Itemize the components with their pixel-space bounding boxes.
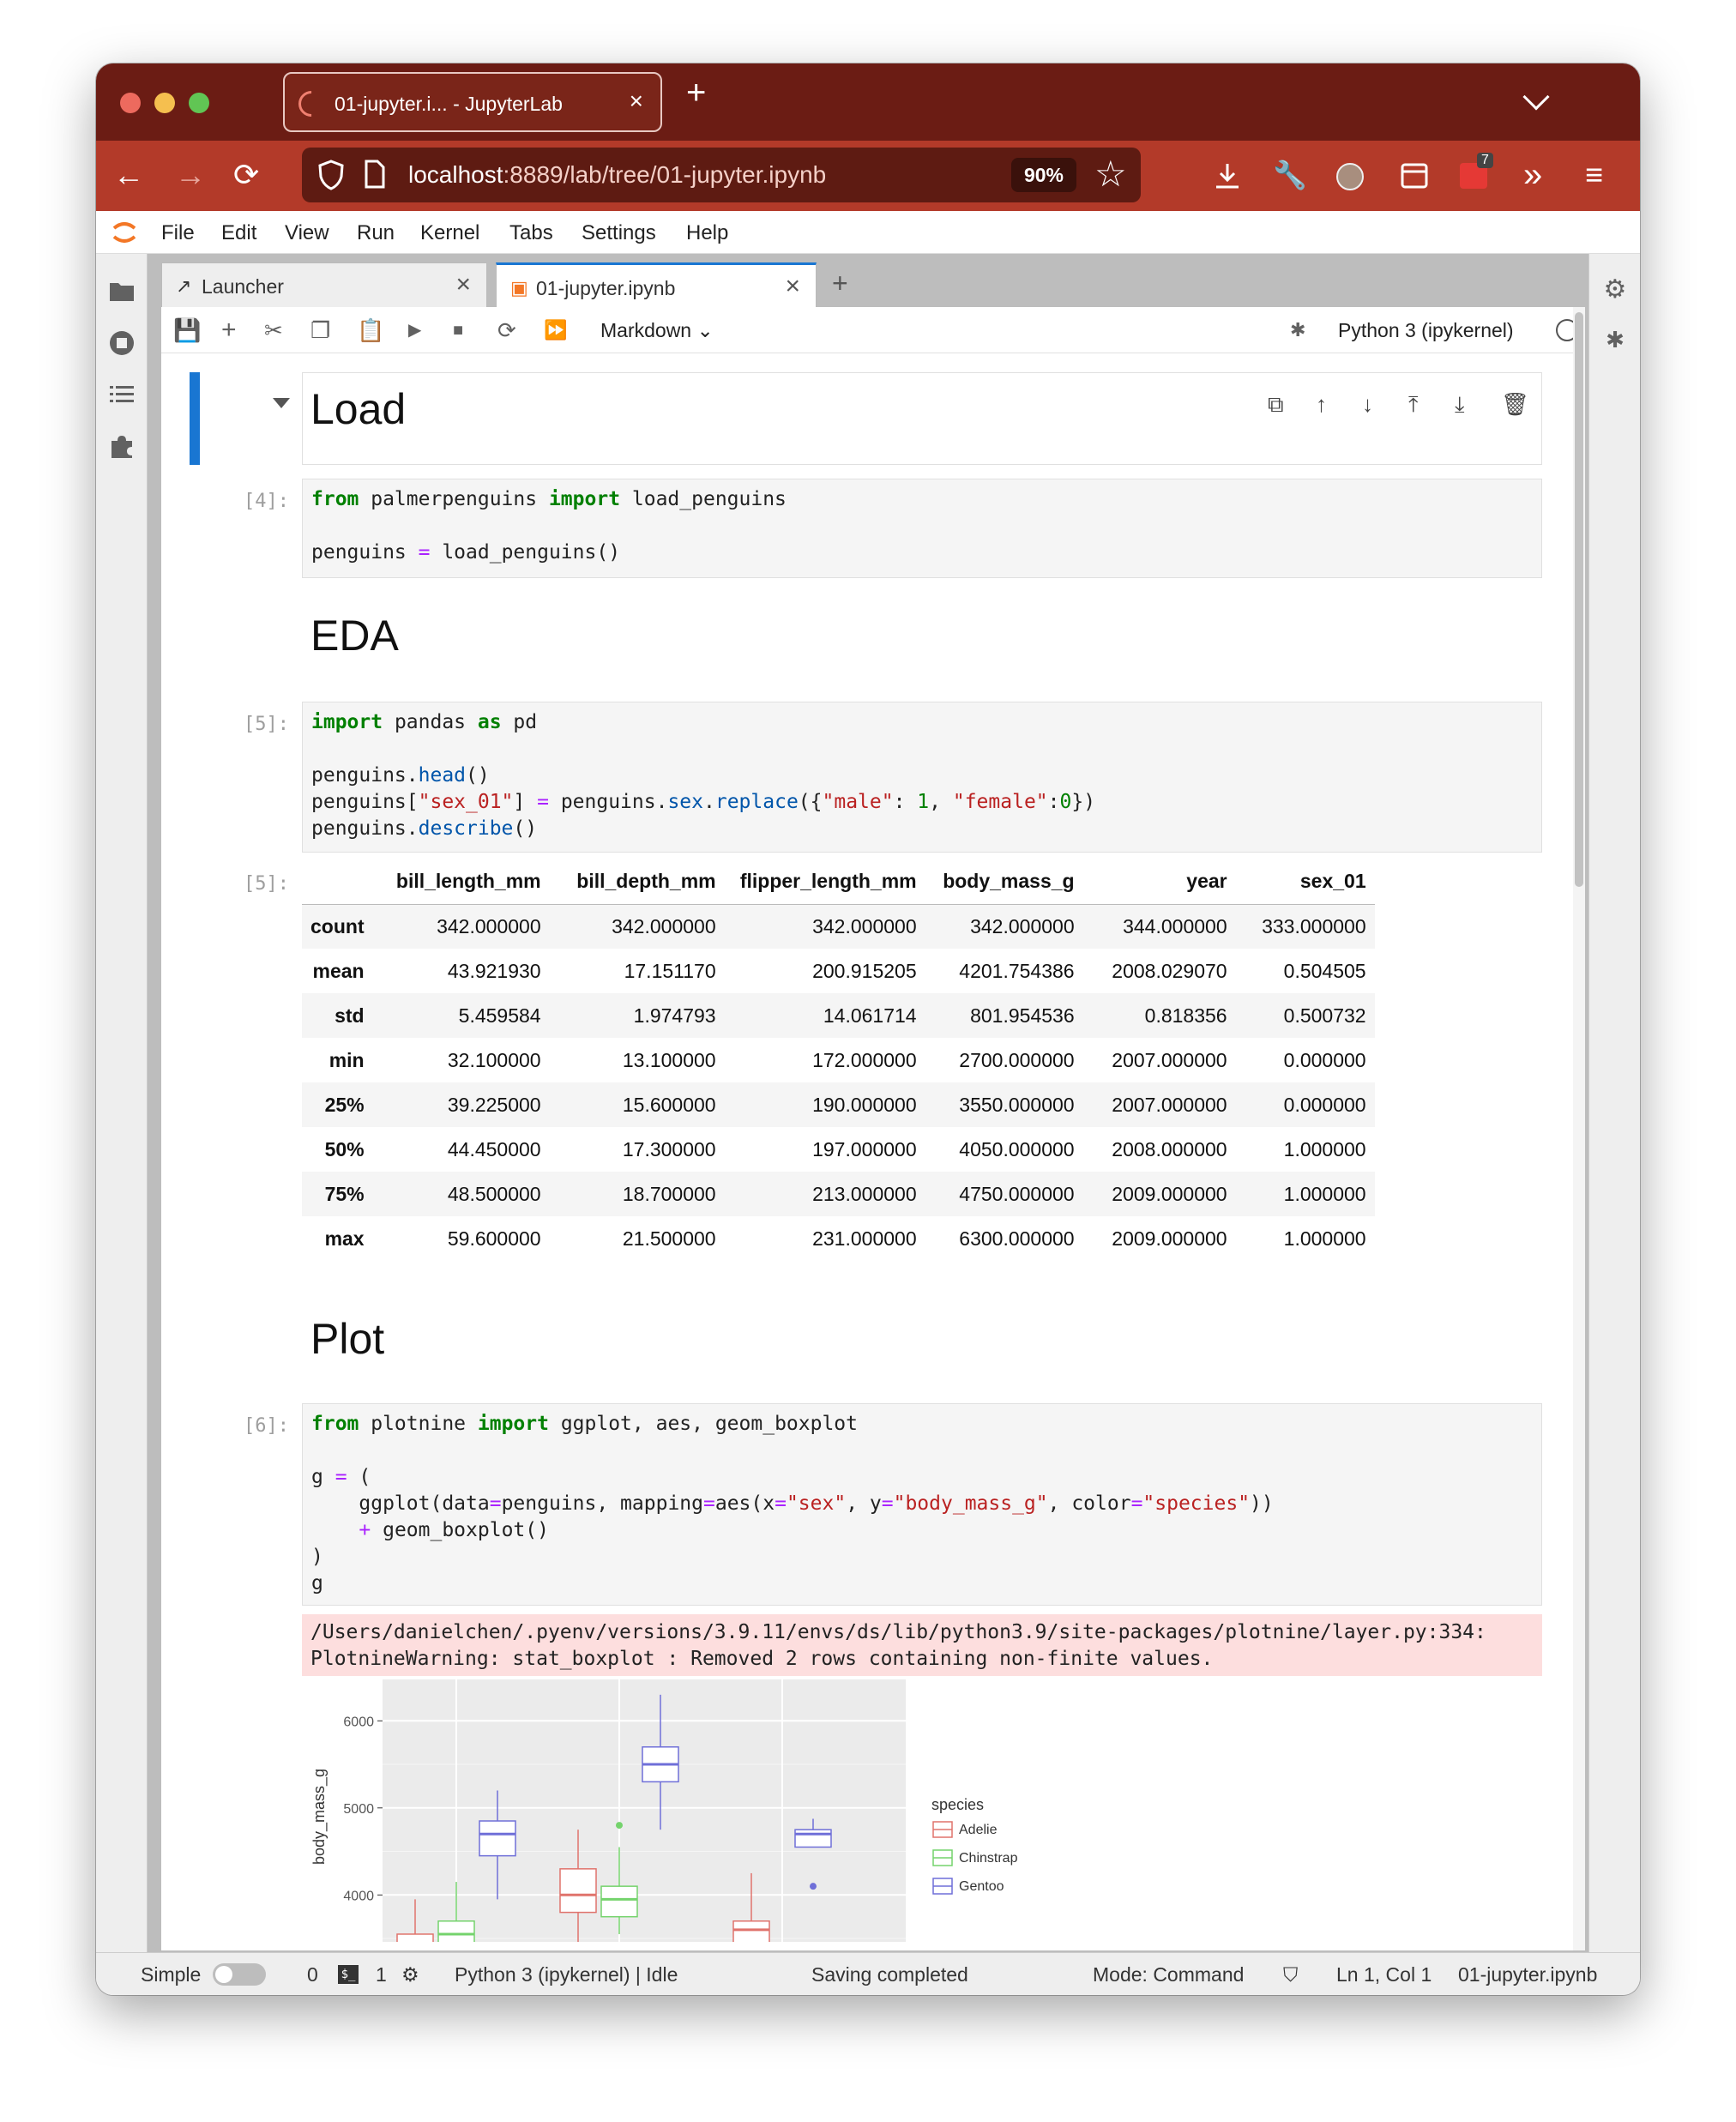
wrench-icon[interactable]: 🔧: [1273, 160, 1307, 190]
table-cell: 17.300000: [622, 1137, 716, 1160]
table-of-contents-icon[interactable]: [108, 381, 136, 408]
legend-title: species: [931, 1796, 985, 1813]
table-cell: 190.000000: [812, 1093, 917, 1116]
shield-icon: [317, 160, 345, 190]
simple-mode-label: Simple: [141, 1963, 202, 1986]
column-header: bill_length_mm: [387, 859, 550, 904]
table-row: [302, 1082, 1375, 1127]
menu-file[interactable]: File: [161, 221, 195, 244]
jupyter-logo-icon: [110, 218, 139, 247]
box: [733, 1921, 769, 1942]
table-cell: 342.000000: [612, 914, 716, 937]
box: [601, 1886, 637, 1917]
row-label: max: [324, 1227, 365, 1250]
legend-label: Adelie: [959, 1823, 998, 1837]
trusted-shield-icon[interactable]: ⛉: [1283, 1963, 1299, 1986]
table-cell: 333.000000: [1262, 914, 1366, 937]
property-inspector-gear-icon[interactable]: ⚙: [1603, 275, 1627, 304]
table-cell: 2009.000000: [1112, 1227, 1227, 1250]
legend-label: Chinstrap: [959, 1851, 1018, 1866]
heading-plot: Plot: [310, 1315, 385, 1363]
tab-notebook[interactable]: [496, 262, 817, 307]
table-cell: 344.000000: [1123, 914, 1227, 937]
restart-run-all-icon[interactable]: ⏩: [544, 319, 568, 341]
save-icon[interactable]: 💾: [173, 317, 202, 343]
menu-view[interactable]: View: [285, 221, 329, 244]
box: [438, 1921, 474, 1942]
menu-edit[interactable]: Edit: [221, 221, 257, 244]
close-window-button[interactable]: [120, 93, 141, 113]
menu-help[interactable]: Help: [686, 221, 729, 244]
launcher-icon: ↗: [176, 275, 192, 297]
table-cell: 5.459584: [458, 1004, 541, 1027]
table-cell: 32.100000: [447, 1048, 541, 1071]
zoom-window-button[interactable]: [189, 93, 209, 113]
browser-tab-bar: [96, 63, 1640, 141]
table-row: [302, 949, 1375, 993]
avatar[interactable]: [1336, 163, 1364, 190]
minimize-window-button[interactable]: [154, 93, 175, 113]
row-label: 25%: [324, 1093, 365, 1116]
table-row: [302, 993, 1375, 1038]
table-cell: 0.500732: [1283, 1004, 1366, 1027]
navigation-bar: [96, 141, 1640, 211]
table-cell: 1.000000: [1283, 1182, 1366, 1205]
column-header: year: [1083, 859, 1236, 904]
row-label: count: [310, 914, 365, 937]
outlier-point: [810, 1883, 817, 1890]
tab-notebook-label: 01-jupyter.ipynb: [536, 277, 676, 299]
code-cell-4[interactable]: from palmerpenguins import load_penguins penguins = load_penguins(): [302, 479, 1542, 578]
duplicate-cell-icon[interactable]: ⧉: [1268, 391, 1284, 417]
kernel-status[interactable]: Python 3 (ipykernel) | Idle: [455, 1963, 678, 1986]
jupyter-menu-bar: [96, 211, 1640, 254]
move-up-icon[interactable]: ↑: [1316, 391, 1327, 417]
notebook-scrollbar[interactable]: [1573, 307, 1585, 1950]
table-cell: 1.000000: [1283, 1227, 1366, 1250]
extension-puzzle-icon[interactable]: [108, 432, 136, 460]
tab-launcher[interactable]: [161, 262, 487, 307]
table-cell: 213.000000: [812, 1182, 917, 1205]
table-cell: 172.000000: [812, 1048, 917, 1071]
kernel-gear-icon: ⚙: [401, 1963, 419, 1986]
table-cell: 0.000000: [1283, 1048, 1366, 1071]
terminal-count[interactable]: 0: [307, 1963, 318, 1986]
row-label: 75%: [324, 1182, 365, 1205]
close-launcher-tab-icon[interactable]: ×: [455, 270, 471, 298]
download-icon[interactable]: [1213, 161, 1242, 190]
box: [397, 1934, 433, 1942]
table-cell: 2007.000000: [1112, 1093, 1227, 1116]
kernel-count[interactable]: 1: [376, 1963, 387, 1986]
prompt-out-5: [5]:: [244, 873, 289, 895]
table-cell: 801.954536: [970, 1004, 1075, 1027]
stderr-warning: /Users/danielchen/.pyenv/versions/3.9.11/envs/ds/lib/python3.9/site-packages/plotnine/layer.py:334: PlotnineWarning: stat_boxplot : Removed 2 rows containing non-finite values.: [302, 1614, 1542, 1676]
menu-settings[interactable]: Settings: [582, 221, 656, 244]
table-cell: 2008.000000: [1112, 1137, 1227, 1160]
status-filename: 01-jupyter.ipynb: [1458, 1963, 1598, 1986]
table-cell: 43.921930: [447, 959, 541, 982]
table-cell: 0.000000: [1283, 1093, 1366, 1116]
status-bar: [96, 1952, 1640, 1995]
markdown-cell-load[interactable]: [302, 372, 1542, 465]
box: [560, 1869, 596, 1913]
hamburger-menu-icon[interactable]: ≡: [1585, 157, 1604, 192]
new-tab-button[interactable]: +: [686, 74, 707, 112]
delete-cell-icon[interactable]: 🗑: [1501, 391, 1530, 417]
page-icon: [364, 160, 386, 189]
table-row: [302, 1038, 1375, 1082]
describe-table: [302, 859, 1375, 1261]
browser-tab[interactable]: [283, 72, 662, 132]
menu-kernel[interactable]: Kernel: [420, 221, 480, 244]
box: [479, 1821, 515, 1856]
insert-below-icon[interactable]: ⤓: [1455, 391, 1465, 417]
legend-label: Gentoo: [959, 1879, 1004, 1894]
right-sidebar: [1588, 254, 1640, 1952]
row-label: mean: [312, 959, 365, 982]
tab-list-chevron-icon[interactable]: [1522, 83, 1549, 110]
prompt-5: [5]:: [244, 714, 289, 735]
url-text[interactable]: localhost:8889/lab/tree/01-jupyter.ipynb: [408, 161, 827, 188]
run-icon[interactable]: ▶: [408, 321, 422, 340]
table-row: [302, 1127, 1375, 1172]
column-header: flipper_length_mm: [725, 859, 925, 904]
table-cell: 2009.000000: [1112, 1182, 1227, 1205]
move-down-icon[interactable]: ↓: [1362, 391, 1373, 417]
notebook-icon: ▣: [510, 277, 528, 298]
prompt-6: [6]:: [244, 1415, 289, 1437]
paste-icon[interactable]: 📋: [357, 317, 385, 343]
table-cell: 2007.000000: [1112, 1048, 1227, 1071]
left-sidebar: [96, 254, 148, 1952]
extensions-badge: 7: [1477, 153, 1493, 168]
table-cell: 0.504505: [1283, 959, 1366, 982]
command-mode: Mode: Command: [1093, 1963, 1245, 1986]
url-bar[interactable]: [302, 148, 1141, 202]
forward-icon[interactable]: →: [175, 157, 206, 192]
folder-icon[interactable]: [108, 278, 136, 305]
table-cell: 18.700000: [622, 1182, 716, 1205]
menu-run[interactable]: Run: [357, 221, 395, 244]
table-cell: 197.000000: [812, 1137, 917, 1160]
simple-mode-toggle[interactable]: [213, 1963, 266, 1986]
table-cell: 231.000000: [812, 1227, 917, 1250]
notebook-panel: [161, 307, 1585, 1950]
menu-tabs[interactable]: Tabs: [509, 221, 553, 244]
cursor-position[interactable]: Ln 1, Col 1: [1336, 1963, 1432, 1986]
table-cell: 14.061714: [823, 1004, 917, 1027]
loading-spinner-icon: [293, 86, 329, 122]
table-cell: 4750.000000: [959, 1182, 1075, 1205]
close-tab-icon[interactable]: ×: [629, 87, 643, 114]
column-header: bill_depth_mm: [550, 859, 725, 904]
row-label: std: [335, 1004, 365, 1027]
browser-tab-title: 01-jupyter.i... - JupyterLab: [335, 93, 563, 115]
active-cell-indicator: [190, 372, 200, 465]
toggle-knob: [215, 1966, 232, 1983]
y-tick-label: 4000: [343, 1889, 374, 1904]
box: [795, 1830, 831, 1847]
table-row: [302, 904, 1375, 949]
column-header: sex_01: [1236, 859, 1375, 904]
table-cell: 342.000000: [812, 914, 917, 937]
container-icon[interactable]: [1400, 161, 1429, 190]
copy-icon[interactable]: ❐: [310, 317, 331, 343]
tab-launcher-label: Launcher: [202, 275, 284, 298]
table-cell: 13.100000: [622, 1048, 716, 1071]
table-header-row: [302, 859, 1375, 904]
table-cell: 17.151170: [624, 959, 716, 982]
notebook-toolbar: [161, 307, 1585, 353]
table-cell: 59.600000: [447, 1227, 541, 1250]
table-cell: 4201.754386: [959, 959, 1075, 982]
row-label: min: [329, 1048, 365, 1071]
kernel-name[interactable]: Python 3 (ipykernel): [1338, 319, 1514, 341]
notebook-content[interactable]: [161, 353, 1568, 1942]
collapse-heading-icon[interactable]: [273, 398, 290, 408]
table-cell: 48.500000: [447, 1182, 541, 1205]
table-cell: 4050.000000: [959, 1137, 1075, 1160]
table-cell: 21.500000: [622, 1227, 716, 1250]
browser-window: [96, 63, 1640, 1995]
table-cell: 2008.029070: [1112, 959, 1227, 982]
save-status: Saving completed: [811, 1963, 968, 1986]
row-label: 50%: [324, 1137, 365, 1160]
zoom-level[interactable]: 90%: [1011, 158, 1076, 192]
y-tick-label: 6000: [343, 1715, 374, 1730]
table-cell: 200.915205: [812, 959, 917, 982]
prompt-4: [4]:: [244, 491, 289, 512]
y-axis-label: body_mass_g: [310, 1768, 328, 1866]
table-cell: 342.000000: [970, 914, 1075, 937]
terminal-icon: $_: [338, 1965, 359, 1984]
code-cell-6[interactable]: from plotnine import ggplot, aes, geom_boxplot g = ( ggplot(data=penguins, mapping=aes(x="sex", y="body_mass_g", color="species")) + geom_boxplot() ) g: [302, 1403, 1542, 1606]
table-cell: 39.225000: [447, 1093, 541, 1116]
table-cell: 44.450000: [447, 1137, 541, 1160]
scrollbar-thumb[interactable]: [1575, 312, 1583, 887]
table-row: [302, 1172, 1375, 1216]
table-cell: 1.000000: [1283, 1137, 1366, 1160]
heading-load: Load: [310, 385, 407, 433]
close-notebook-tab-icon[interactable]: ×: [785, 272, 800, 300]
table-cell: 0.818356: [1144, 1004, 1227, 1027]
table-row: [302, 1216, 1375, 1261]
index-header: [302, 859, 387, 904]
insert-above-icon[interactable]: ⤒: [1408, 391, 1419, 417]
table-cell: 2700.000000: [959, 1048, 1075, 1071]
reload-icon[interactable]: ⟳: [233, 157, 260, 192]
running-stop-icon[interactable]: [108, 329, 136, 357]
code-cell-5[interactable]: import pandas as pd penguins.head() penguins["sex_01"] = penguins.sex.replace({"male": 1, "female":0}) penguins.describe(): [302, 702, 1542, 853]
debugger-bug-icon[interactable]: ✱: [1606, 327, 1624, 353]
new-launcher-button[interactable]: +: [832, 268, 848, 298]
table-cell: 342.000000: [437, 914, 541, 937]
table-cell: 1.974793: [633, 1004, 716, 1027]
outlier-point: [616, 1822, 623, 1829]
restart-icon[interactable]: ⟳: [497, 317, 516, 343]
table-cell: 6300.000000: [959, 1227, 1075, 1250]
back-icon[interactable]: ←: [113, 157, 144, 192]
interrupt-icon[interactable]: ■: [453, 321, 464, 340]
insert-cell-icon[interactable]: +: [221, 316, 237, 344]
cell-type-select[interactable]: Markdown ⌄: [600, 319, 714, 341]
table-cell: 3550.000000: [959, 1093, 1075, 1116]
y-tick-label: 5000: [343, 1801, 374, 1817]
bookmark-star-icon[interactable]: ☆: [1094, 154, 1127, 194]
plot-panel: [383, 1679, 906, 1942]
cell-type-value: Markdown: [600, 319, 692, 341]
heading-eda: EDA: [310, 612, 399, 660]
column-header: body_mass_g: [925, 859, 1083, 904]
cut-icon[interactable]: ✂: [264, 317, 283, 343]
more-tools-icon[interactable]: »: [1523, 156, 1543, 194]
table-cell: 15.600000: [622, 1093, 716, 1116]
debugger-toggle-icon[interactable]: ✱: [1290, 319, 1306, 341]
boxplot-chart: [302, 1679, 1074, 1942]
